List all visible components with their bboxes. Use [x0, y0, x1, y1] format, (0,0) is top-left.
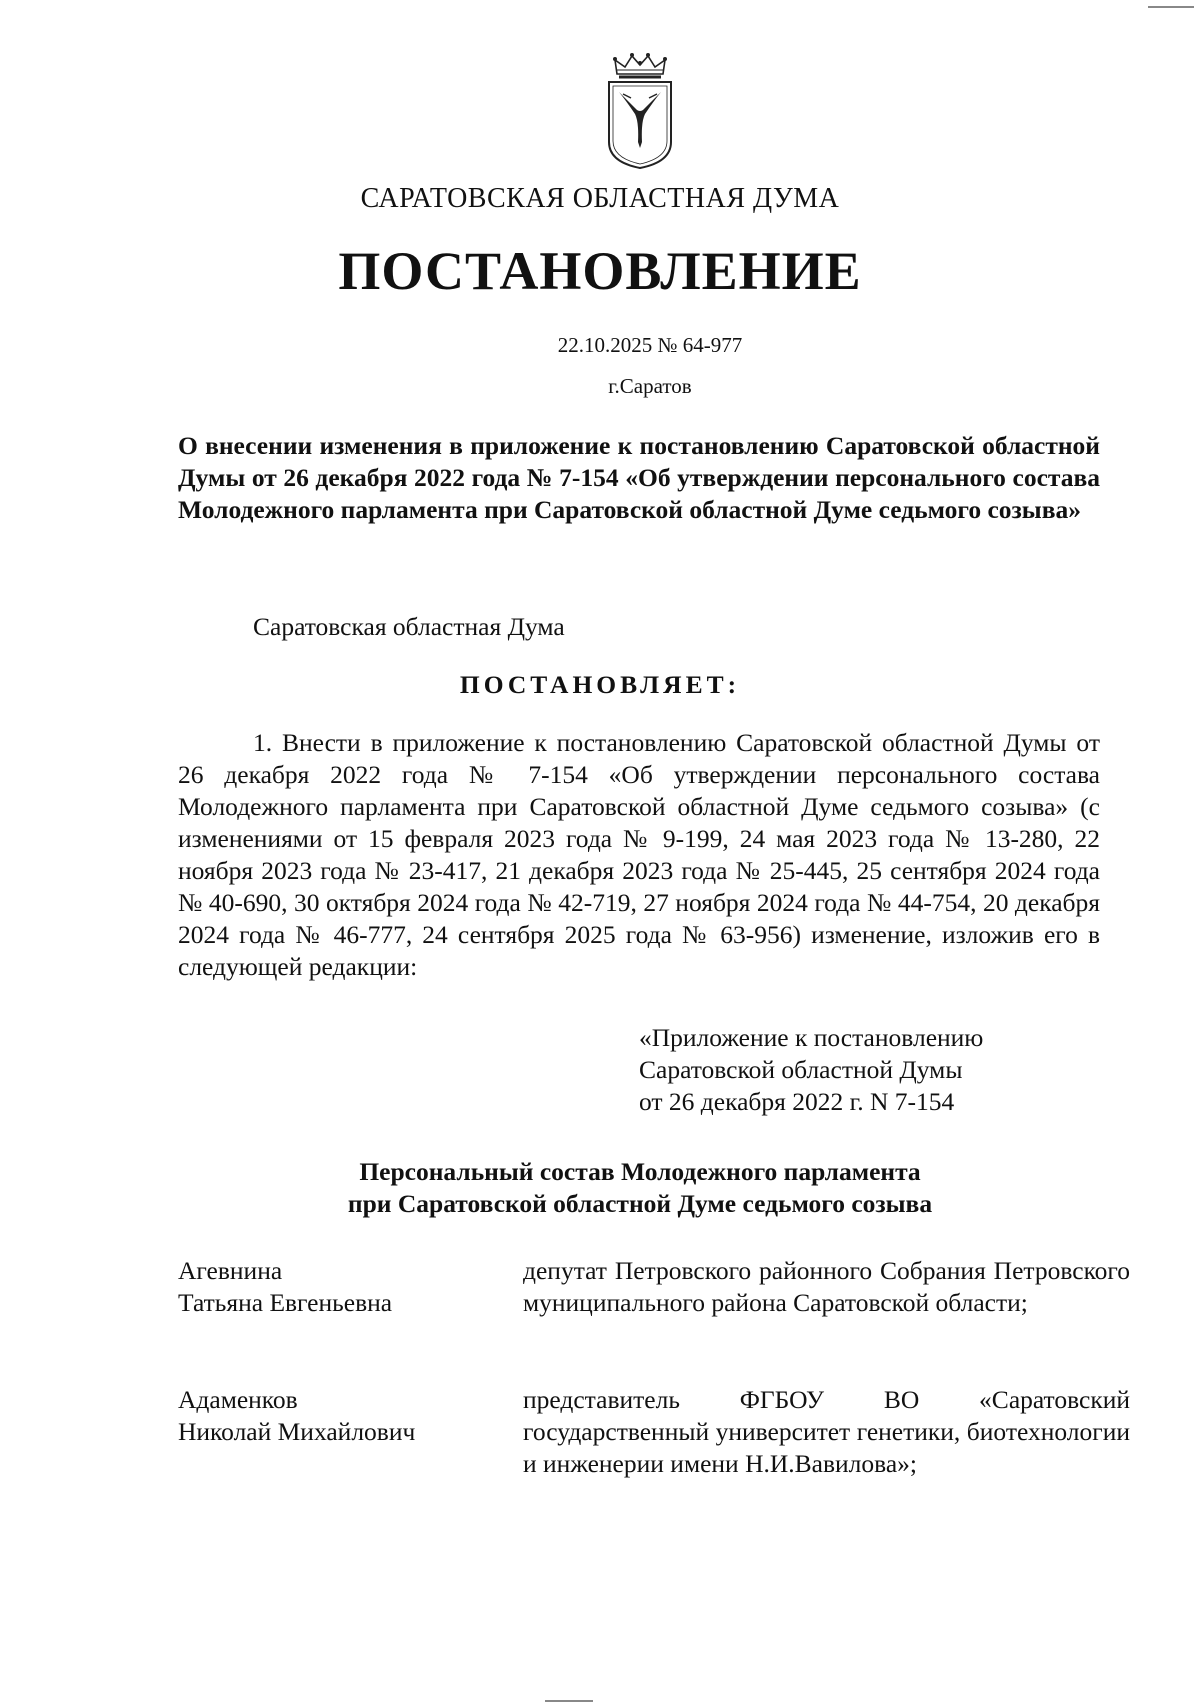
scan-mark — [545, 1700, 593, 1702]
organization-name: САРАТОВСКАЯ ОБЛАСТНАЯ ДУМА — [360, 183, 840, 214]
roster-title — [0, 1156, 1200, 1220]
member-name — [178, 1255, 508, 1319]
appendix-reference-line: Саратовской областной Думы — [639, 1055, 963, 1084]
member-name — [178, 1384, 508, 1448]
document-city: г.Саратов — [608, 374, 692, 398]
resolution-item-1: 1. Внести в приложение к постановлению Саратовской областной Думы от 26 декабря 2022 года № 7-154 «Об утверждении персонального состава Молодежного парламента при Саратовской областной Думе седьмого созыва» (с изменениями от 15 февраля 2023 года № 9-199, 24 мая 2023 года № 13-280, 22 ноября 2023 года № 23-417, 21 декабря 2023 года № 25-445, 25 сентября 2024 года № 40-690, 30 октября 2024 года № 42-719, 27 ноября 2024 года № 44-754, 20 декабря 2024 года № 46-777, 24 сентября 2025 года № 63-956) изменение, изложив его в следующей редакции: — [178, 728, 1100, 981]
member-description: депутат Петровского районного Собрания Петровского муниципального района Саратовской области; — [523, 1256, 1130, 1317]
appendix-reference — [639, 1022, 983, 1118]
preamble: Саратовская областная Дума — [253, 612, 565, 641]
resolves-heading: ПОСТАНОВЛЯЕТ: — [459, 670, 741, 699]
appendix-reference-line: «Приложение к постановлению — [639, 1023, 984, 1052]
roster-title-line: Персональный состав Молодежного парламента — [359, 1157, 921, 1186]
scan-mark — [1148, 6, 1194, 8]
document-date-number: 22.10.2025 № 64-977 — [557, 333, 743, 357]
member-surname: Агевнина — [178, 1256, 283, 1285]
member-surname: Адаменков — [178, 1385, 298, 1414]
member-description: представитель ФГБОУ ВО «Саратовский государственный университет генетики, биотехнологии и инженерии имени Н.И.Вавилова»; — [523, 1385, 1130, 1478]
member-given-name: Николай Михайлович — [178, 1417, 416, 1446]
appendix-reference-line: от 26 декабря 2022 г. N 7-154 — [639, 1087, 955, 1116]
roster-title-line: при Саратовской областной Думе седьмого созыва — [347, 1189, 933, 1218]
document-subject: О внесении изменения в приложение к постановлению Саратовской областной Думы от 26 декабря 2022 года № 7-154 «Об утверждении персонального состава Молодежного парламента при Саратовской областной Думе седьмого созыва» — [178, 431, 1100, 524]
member-given-name: Татьяна Евгеньевна — [178, 1288, 393, 1317]
saratov-coat-of-arms-icon — [605, 52, 675, 170]
document-type: ПОСТАНОВЛЕНИЕ — [338, 241, 862, 301]
